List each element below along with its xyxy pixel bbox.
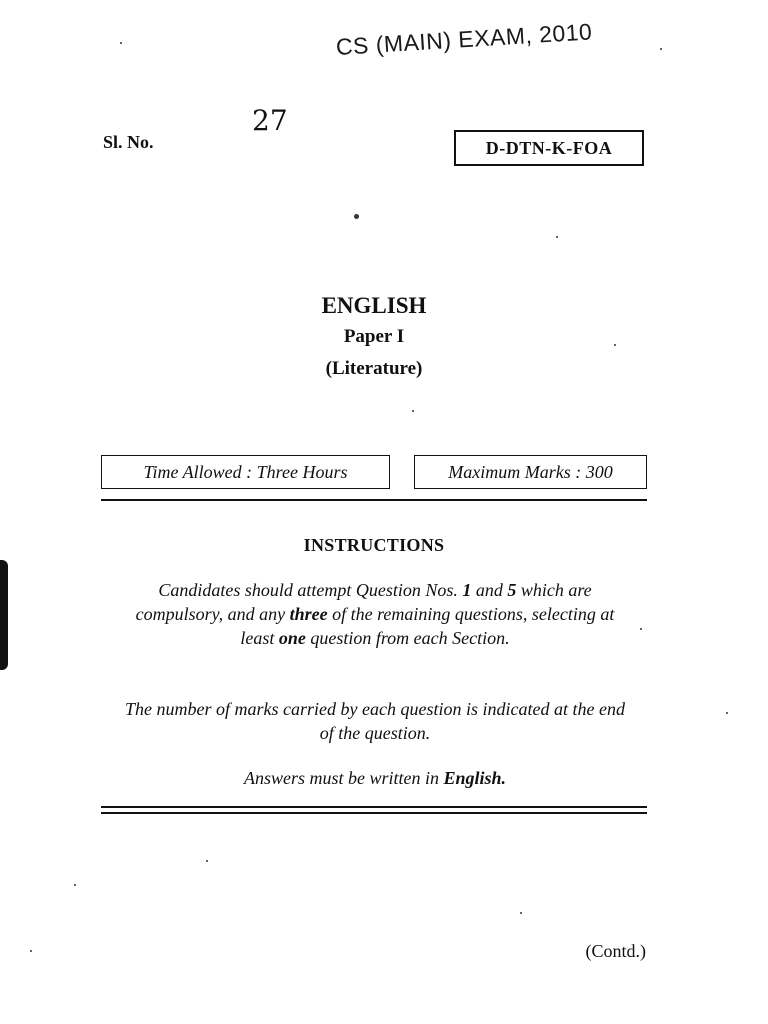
scan-speck xyxy=(30,950,32,952)
time-allowed: Time Allowed : Three Hours xyxy=(143,461,348,482)
scan-speck xyxy=(614,344,616,346)
section-title: (Literature) xyxy=(325,358,423,379)
divider xyxy=(101,806,647,808)
scan-speck xyxy=(520,912,522,914)
scan-speck xyxy=(726,712,728,714)
divider xyxy=(101,499,647,501)
scan-speck xyxy=(660,48,662,50)
scan-speck xyxy=(556,236,558,238)
time-allowed-box xyxy=(101,455,390,489)
scan-speck xyxy=(412,410,414,412)
instruction-paragraph: Candidates should attempt Question Nos. 1 and 5 which are compulsory, and any three of the remaining questions, selecting at least one question from each Section. xyxy=(135,580,615,648)
divider xyxy=(101,812,647,814)
maximum-marks-box xyxy=(414,455,647,489)
exam-stamp: CS (MAIN) EXAM, 2010 xyxy=(335,18,593,60)
scan-speck xyxy=(640,628,642,630)
scan-speck xyxy=(120,42,122,44)
continued-label: (Contd.) xyxy=(585,941,646,961)
instruction-paragraph: The number of marks carried by each question is indicated at the end of the question. xyxy=(125,699,625,743)
maximum-marks: Maximum Marks : 300 xyxy=(448,461,613,482)
instruction-paragraph: Answers must be written in English. xyxy=(243,768,507,788)
serial-label: Sl. No. xyxy=(103,132,154,152)
subject-title: ENGLISH xyxy=(321,293,427,318)
serial-number: 27 xyxy=(252,104,288,137)
scan-speck xyxy=(74,884,76,886)
scan-speck xyxy=(206,860,208,862)
instructions-heading: INSTRUCTIONS xyxy=(303,535,445,555)
scan-edge-mark xyxy=(0,560,8,670)
scan-speck xyxy=(354,214,359,219)
paper-title: Paper I xyxy=(343,326,405,347)
booklet-code: D-DTN-K-FOA xyxy=(485,137,613,158)
booklet-code-box xyxy=(454,130,644,166)
